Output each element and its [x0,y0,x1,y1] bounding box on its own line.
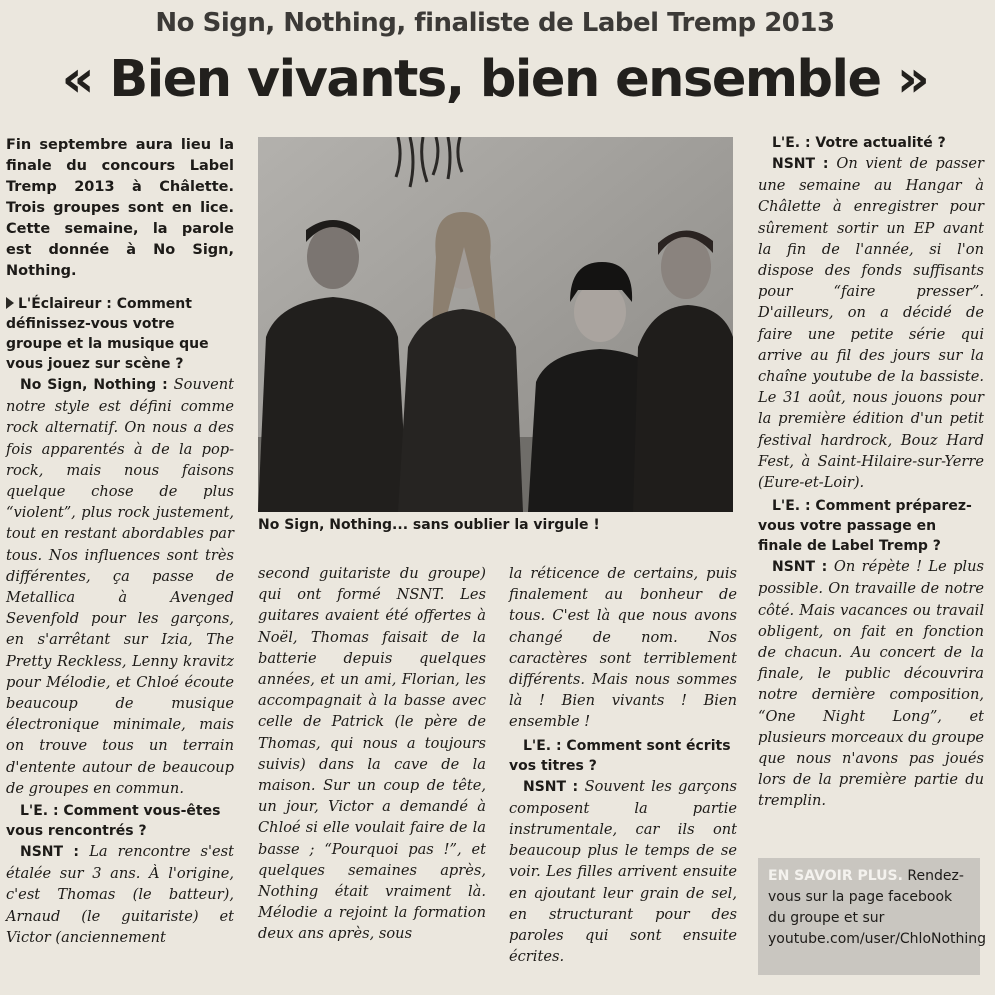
article-headline: « Bien vivants, bien ensemble » [61,50,929,109]
answer-5-text: On répète ! Le plus possible. On travaille de notre côté. Mais vacances ou travail obligent, on fait en fonction de chacun. Au concert de la finale, le public découvrira notre dernière composition, “One Night Long”, et plusieurs morceaux du groupe que nous n'avons pas joués lors de la première partie du tremplin. [758,558,984,810]
answer-2-start [6,841,234,948]
article-kicker: No Sign, Nothing, finaliste de Label Tremp 2013 [155,8,835,38]
answer-2-speaker: NSNT : [20,844,90,861]
photo-caption: No Sign, Nothing... sans oublier la virgule ! [258,517,600,533]
answer-3 [509,776,737,968]
answer-3-text: Souvent les garçons composent la partie instrumentale, car ils ont beaucoup plus le temps de se voir. Les filles arrivent ensuite en ajoutant leur grain de sel, en structurant pour des paroles qui sont ensuite écrites. [509,777,737,966]
question-4: L'E. : Votre actualité ? [772,135,946,151]
question-3: L'E. : Comment sont écrits vos titres ? [509,737,731,774]
arrow-marker-icon [6,297,14,309]
band-photo [258,137,733,512]
answer-1-text: Souvent notre style est défini comme rock alternatif. On nous a des fois apparentés à de la pop-rock, mais nous faisons quelque chose de plus “violent”, plus rock justement, tout en restant abordables par tous. Nos influences sont très différentes, ça passe de Metallica à Avenged Sevenfold pour les garçons, en s'arrêtant sur Izia, The Pretty Reckless, Lenny kravitz pour Mélodie, et Chloé écoute beaucoup de musique électronique minimale, mais on trouve tous un terrain d'entente autour de beaucoup de groupes en commun. [6,376,234,797]
question-2: L'E. : Comment vous-êtes vous rencontrés ? [6,803,221,840]
answer-5-speaker: NSNT : [772,559,834,576]
answer-1 [6,374,234,799]
answer-2-end: la réticence de certains, puis finalement au bonheur de tous. C'est là que nous avons changé de nom. Nos caractères sont terriblement différents. Mais nous sommes là ! Bien vivants ! Bien ensemble ! [509,565,737,731]
answer-4-text: On vient de passer une semaine au Hangar à Châlette à enregistrer pour sûrement sortir un EP avant la fin de l'année, si l'on dispose des fonds suffisants pour “faire presser”. D'ailleurs, on a décidé de faire une petite série qui arrive au fil des jours sur la chaîne youtube de la bassiste. Le 31 août, nous jouons pour la première édition d'un petit festival hardrock, Bouz Hard Fest, à Saint-Hilaire-sur-Yerre (Eure-et-Loir). [758,155,984,492]
answer-5 [758,556,984,811]
info-box [758,858,987,975]
answer-2-continued: second guitariste du groupe) qui ont formé NSNT. Les guitares avaient été offertes à Noël, Thomas faisait de la batterie depuis quelques années, et un ami, Florian, les accompagnait à la basse avec celle de Patrick (le père de Thomas, qui nous a toujours suivis) dans la cave de la maison. Sur un coup de tête, un jour, Victor a demandé à Chloé si elle voulait faire de la basse ; “Pourquoi pas !”, et quelques semaines après, Nothing était vraiment là. Mélodie a rejoint la formation deux ans après, sous [258,565,486,943]
question-5: L'E. : Comment préparez-vous votre passage en finale de Label Tremp ? [758,498,972,555]
article-lead: Fin septembre aura lieu la finale du concours Label Tremp 2013 à Châlette. Trois groupes sont en lice. Cette semaine, la parole est donnée à No Sign, Nothing. [6,137,234,279]
column-4 [758,133,984,812]
column-1 [6,135,234,948]
band-photo-image [258,137,733,512]
info-box-heading: EN SAVOIR PLUS. [768,868,903,884]
answer-2-text-1: La rencontre s'est étalée sur 3 ans. À l'origine, c'est Thomas (le batteur), Arnaud (le guitariste) et Victor (anciennement [6,843,234,946]
answer-4-speaker: NSNT : [772,156,837,172]
column-3 [509,563,737,967]
answer-3-speaker: NSNT : [523,778,585,795]
info-box-text: Rendez-vous sur la page facebook du groupe et sur youtube.com/user/ChloNothing [768,868,987,947]
answer-1-speaker: No Sign, Nothing : [20,377,174,393]
answer-4 [758,153,984,493]
column-2 [258,563,486,945]
question-1: L'Éclaireur : Comment définissez-vous votre groupe et la musique que vous jouez sur scène ? [6,296,209,372]
